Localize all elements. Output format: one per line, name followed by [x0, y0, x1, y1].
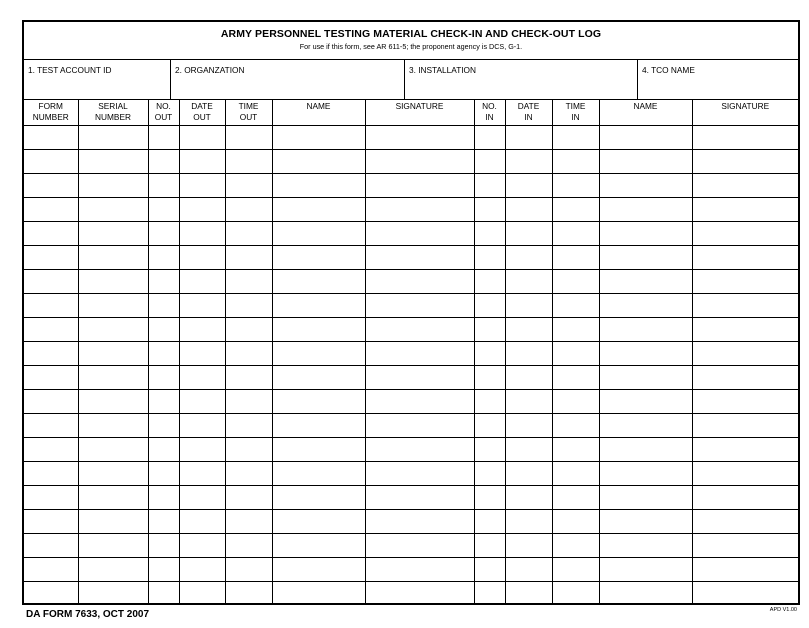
log-cell[interactable]	[365, 341, 474, 365]
column-header-row	[24, 100, 798, 125]
log-cell[interactable]	[505, 533, 552, 557]
log-cell[interactable]	[225, 365, 272, 389]
col-time-out: TIME OUT	[225, 100, 272, 125]
log-row	[24, 437, 798, 461]
log-row	[24, 365, 798, 389]
log-cell[interactable]	[692, 197, 798, 221]
log-cell[interactable]	[692, 293, 798, 317]
log-row	[24, 245, 798, 269]
log-cell[interactable]	[179, 269, 225, 293]
log-cell[interactable]	[24, 461, 78, 485]
log-row	[24, 557, 798, 581]
log-cell[interactable]	[365, 437, 474, 461]
log-cell[interactable]	[272, 413, 365, 437]
log-cell[interactable]	[225, 197, 272, 221]
log-cell[interactable]	[505, 317, 552, 341]
organization-field[interactable]	[171, 60, 405, 99]
log-cell[interactable]	[272, 269, 365, 293]
log-cell[interactable]	[599, 125, 692, 149]
log-row	[24, 461, 798, 485]
log-cell[interactable]	[272, 437, 365, 461]
log-cell[interactable]	[552, 461, 599, 485]
log-row	[24, 221, 798, 245]
log-cell[interactable]	[365, 221, 474, 245]
log-cell[interactable]	[272, 389, 365, 413]
log-cell[interactable]	[599, 149, 692, 173]
log-cell[interactable]	[365, 245, 474, 269]
log-cell[interactable]	[552, 437, 599, 461]
log-cell[interactable]	[474, 293, 505, 317]
log-cell[interactable]	[599, 293, 692, 317]
log-cell[interactable]	[24, 221, 78, 245]
log-cell[interactable]	[225, 413, 272, 437]
log-cell[interactable]	[24, 245, 78, 269]
col-serial-number: SERIAL NUMBER	[78, 100, 148, 125]
log-cell[interactable]	[599, 197, 692, 221]
log-cell[interactable]	[148, 317, 179, 341]
log-cell[interactable]	[599, 341, 692, 365]
log-cell[interactable]	[474, 509, 505, 533]
log-cell[interactable]	[365, 125, 474, 149]
log-cell[interactable]	[24, 557, 78, 581]
log-cell[interactable]	[365, 197, 474, 221]
log-cell[interactable]	[692, 413, 798, 437]
log-cell[interactable]	[474, 533, 505, 557]
log-cell[interactable]	[225, 509, 272, 533]
log-cell[interactable]	[505, 557, 552, 581]
log-row	[24, 317, 798, 341]
log-cell[interactable]	[24, 341, 78, 365]
log-cell[interactable]	[505, 269, 552, 293]
log-cell[interactable]	[225, 317, 272, 341]
log-cell[interactable]	[365, 365, 474, 389]
log-cell[interactable]	[552, 269, 599, 293]
log-cell[interactable]	[148, 557, 179, 581]
log-cell[interactable]	[78, 389, 148, 413]
log-cell[interactable]	[599, 365, 692, 389]
log-row	[24, 149, 798, 173]
log-cell[interactable]	[225, 221, 272, 245]
log-cell[interactable]	[78, 509, 148, 533]
log-cell[interactable]	[148, 125, 179, 149]
log-cell[interactable]	[272, 221, 365, 245]
organization-label: 2. ORGANZATION	[175, 65, 245, 75]
log-cell[interactable]	[272, 341, 365, 365]
log-cell[interactable]	[78, 341, 148, 365]
log-cell[interactable]	[225, 389, 272, 413]
log-cell[interactable]	[505, 245, 552, 269]
col-name-out: NAME	[272, 100, 365, 125]
log-cell[interactable]	[505, 365, 552, 389]
log-cell[interactable]	[365, 461, 474, 485]
log-cell[interactable]	[599, 413, 692, 437]
log-cell[interactable]	[148, 389, 179, 413]
log-cell[interactable]	[552, 581, 599, 605]
log-cell[interactable]	[24, 413, 78, 437]
log-row	[24, 197, 798, 221]
log-cell[interactable]	[599, 557, 692, 581]
log-cell[interactable]	[78, 581, 148, 605]
log-cell[interactable]	[148, 485, 179, 509]
log-cell[interactable]	[365, 389, 474, 413]
log-cell[interactable]	[78, 125, 148, 149]
test-account-id-field[interactable]	[24, 60, 171, 99]
col-signature-out: SIGNATURE	[365, 100, 474, 125]
log-row	[24, 269, 798, 293]
log-cell[interactable]	[24, 269, 78, 293]
log-cell[interactable]	[78, 533, 148, 557]
log-cell[interactable]	[272, 509, 365, 533]
log-row	[24, 173, 798, 197]
installation-field[interactable]	[405, 60, 638, 99]
log-cell[interactable]	[78, 557, 148, 581]
log-cell[interactable]	[78, 293, 148, 317]
log-cell[interactable]	[225, 341, 272, 365]
log-cell[interactable]	[272, 173, 365, 197]
log-cell[interactable]	[599, 173, 692, 197]
log-cell[interactable]	[599, 317, 692, 341]
log-cell[interactable]	[365, 293, 474, 317]
log-cell[interactable]	[78, 317, 148, 341]
log-cell[interactable]	[272, 197, 365, 221]
log-cell[interactable]	[78, 269, 148, 293]
log-cell[interactable]	[272, 293, 365, 317]
form-subtitle: For use if this form, see AR 611-5; the proponent agency is DCS, G-1.	[299, 42, 523, 51]
log-cell[interactable]	[78, 245, 148, 269]
log-cell[interactable]	[24, 149, 78, 173]
log-cell[interactable]	[225, 173, 272, 197]
tco-name-label: 4. TCO NAME	[642, 65, 695, 75]
log-cell[interactable]	[474, 485, 505, 509]
log-cell[interactable]	[179, 173, 225, 197]
log-cell[interactable]	[552, 413, 599, 437]
log-cell[interactable]	[225, 245, 272, 269]
log-cell[interactable]	[692, 269, 798, 293]
log-cell[interactable]	[272, 557, 365, 581]
log-cell[interactable]	[552, 557, 599, 581]
log-cell[interactable]	[179, 557, 225, 581]
log-cell[interactable]	[148, 245, 179, 269]
log-cell[interactable]	[225, 533, 272, 557]
log-cell[interactable]	[505, 173, 552, 197]
log-cell[interactable]	[24, 389, 78, 413]
log-cell[interactable]	[179, 221, 225, 245]
log-cell[interactable]	[24, 581, 78, 605]
log-cell[interactable]	[179, 509, 225, 533]
log-cell[interactable]	[474, 581, 505, 605]
log-cell[interactable]	[505, 413, 552, 437]
log-cell[interactable]	[692, 533, 798, 557]
log-cell[interactable]	[692, 365, 798, 389]
log-cell[interactable]	[599, 269, 692, 293]
log-cell[interactable]	[505, 125, 552, 149]
log-cell[interactable]	[474, 149, 505, 173]
log-cell[interactable]	[365, 413, 474, 437]
log-cell[interactable]	[78, 485, 148, 509]
log-cell[interactable]	[179, 533, 225, 557]
log-cell[interactable]	[179, 317, 225, 341]
log-cell[interactable]	[179, 197, 225, 221]
log-cell[interactable]	[24, 293, 78, 317]
col-date-in: DATE IN	[505, 100, 552, 125]
log-cell[interactable]	[179, 437, 225, 461]
form-title: ARMY PERSONNEL TESTING MATERIAL CHECK-IN AND CHECK-OUT LOG	[220, 28, 602, 40]
log-cell[interactable]	[552, 197, 599, 221]
log-cell[interactable]	[474, 221, 505, 245]
log-cell[interactable]	[552, 485, 599, 509]
log-cell[interactable]	[225, 269, 272, 293]
log-cell[interactable]	[24, 317, 78, 341]
log-cell[interactable]	[552, 389, 599, 413]
log-cell[interactable]	[148, 341, 179, 365]
log-row	[24, 533, 798, 557]
log-cell[interactable]	[505, 485, 552, 509]
log-cell[interactable]	[24, 533, 78, 557]
log-cell[interactable]	[692, 509, 798, 533]
log-cell[interactable]	[474, 341, 505, 365]
log-cell[interactable]	[78, 437, 148, 461]
log-cell[interactable]	[148, 173, 179, 197]
log-cell[interactable]	[474, 197, 505, 221]
log-cell[interactable]	[505, 197, 552, 221]
log-cell[interactable]	[272, 317, 365, 341]
log-cell[interactable]	[505, 341, 552, 365]
log-cell[interactable]	[692, 317, 798, 341]
log-cell[interactable]	[179, 293, 225, 317]
log-cell[interactable]	[365, 269, 474, 293]
log-cell[interactable]	[599, 509, 692, 533]
log-cell[interactable]	[552, 509, 599, 533]
log-cell[interactable]	[505, 437, 552, 461]
log-cell[interactable]	[24, 197, 78, 221]
test-account-id-label: 1. TEST ACCOUNT ID	[28, 65, 112, 75]
log-cell[interactable]	[474, 365, 505, 389]
log-cell[interactable]	[505, 149, 552, 173]
log-cell[interactable]	[225, 581, 272, 605]
log-cell[interactable]	[692, 557, 798, 581]
log-cell[interactable]	[505, 509, 552, 533]
log-cell[interactable]	[474, 389, 505, 413]
log-cell[interactable]	[365, 173, 474, 197]
log-cell[interactable]	[24, 365, 78, 389]
log-cell[interactable]	[505, 221, 552, 245]
log-row	[24, 485, 798, 509]
log-cell[interactable]	[474, 269, 505, 293]
col-no-in: NO. IN	[474, 100, 505, 125]
log-cell[interactable]	[474, 173, 505, 197]
log-cell[interactable]	[78, 461, 148, 485]
log-cell[interactable]	[365, 509, 474, 533]
log-cell[interactable]	[552, 125, 599, 149]
log-cell[interactable]	[365, 317, 474, 341]
log-cell[interactable]	[225, 485, 272, 509]
log-cell[interactable]	[692, 461, 798, 485]
log-cell[interactable]	[148, 197, 179, 221]
log-cell[interactable]	[148, 533, 179, 557]
log-cell[interactable]	[599, 581, 692, 605]
log-cell[interactable]	[225, 461, 272, 485]
log-cell[interactable]	[272, 149, 365, 173]
log-cell[interactable]	[24, 437, 78, 461]
log-cell[interactable]	[692, 437, 798, 461]
log-cell[interactable]	[692, 581, 798, 605]
col-time-in: TIME IN	[552, 100, 599, 125]
log-cell[interactable]	[148, 413, 179, 437]
log-cell[interactable]	[78, 221, 148, 245]
log-cell[interactable]	[365, 581, 474, 605]
log-row	[24, 341, 798, 365]
log-cell[interactable]	[692, 125, 798, 149]
log-cell[interactable]	[552, 341, 599, 365]
log-cell[interactable]	[505, 293, 552, 317]
log-cell[interactable]	[179, 365, 225, 389]
log-cell[interactable]	[272, 533, 365, 557]
title-block	[24, 22, 798, 60]
log-cell[interactable]	[179, 125, 225, 149]
log-cell[interactable]	[474, 413, 505, 437]
log-cell[interactable]	[599, 389, 692, 413]
log-cell[interactable]	[272, 245, 365, 269]
log-cell[interactable]	[24, 509, 78, 533]
log-cell[interactable]	[474, 437, 505, 461]
log-cell[interactable]	[272, 125, 365, 149]
log-table	[24, 100, 798, 605]
log-cell[interactable]	[179, 485, 225, 509]
log-cell[interactable]	[692, 149, 798, 173]
log-cell[interactable]	[179, 581, 225, 605]
log-row	[24, 125, 798, 149]
log-cell[interactable]	[148, 581, 179, 605]
log-cell[interactable]	[148, 149, 179, 173]
log-cell[interactable]	[78, 149, 148, 173]
log-cell[interactable]	[179, 389, 225, 413]
log-cell[interactable]	[552, 245, 599, 269]
log-cell[interactable]	[692, 389, 798, 413]
log-cell[interactable]	[474, 461, 505, 485]
log-cell[interactable]	[552, 221, 599, 245]
log-cell[interactable]	[272, 365, 365, 389]
log-cell[interactable]	[599, 485, 692, 509]
log-cell[interactable]	[24, 173, 78, 197]
form-number-footer: DA FORM 7633, OCT 2007	[26, 609, 150, 620]
log-cell[interactable]	[148, 221, 179, 245]
log-cell[interactable]	[474, 317, 505, 341]
header-fields	[24, 60, 798, 100]
log-cell[interactable]	[365, 149, 474, 173]
log-row	[24, 389, 798, 413]
log-cell[interactable]	[24, 125, 78, 149]
log-cell[interactable]	[599, 533, 692, 557]
log-cell[interactable]	[148, 365, 179, 389]
log-row	[24, 413, 798, 437]
col-name-in: NAME	[599, 100, 692, 125]
log-cell[interactable]	[179, 245, 225, 269]
log-cell[interactable]	[225, 557, 272, 581]
col-no-out: NO. OUT	[148, 100, 179, 125]
log-cell[interactable]	[505, 389, 552, 413]
log-cell[interactable]	[179, 413, 225, 437]
log-cell[interactable]	[78, 197, 148, 221]
log-cell[interactable]	[78, 413, 148, 437]
log-cell[interactable]	[599, 221, 692, 245]
log-cell[interactable]	[225, 125, 272, 149]
log-row	[24, 581, 798, 605]
log-cell[interactable]	[148, 269, 179, 293]
log-cell[interactable]	[365, 485, 474, 509]
log-cell[interactable]	[148, 461, 179, 485]
log-cell[interactable]	[78, 365, 148, 389]
log-cell[interactable]	[78, 173, 148, 197]
log-cell[interactable]	[179, 341, 225, 365]
log-row	[24, 293, 798, 317]
col-signature-in: SIGNATURE	[692, 100, 798, 125]
log-cell[interactable]	[474, 245, 505, 269]
log-cell[interactable]	[179, 461, 225, 485]
log-row	[24, 509, 798, 533]
log-cell[interactable]	[505, 581, 552, 605]
log-cell[interactable]	[552, 533, 599, 557]
log-cell[interactable]	[599, 245, 692, 269]
log-cell[interactable]	[692, 341, 798, 365]
log-body	[24, 125, 798, 605]
log-cell[interactable]	[272, 581, 365, 605]
log-cell[interactable]	[365, 533, 474, 557]
log-cell[interactable]	[552, 317, 599, 341]
log-cell[interactable]	[272, 461, 365, 485]
tco-name-field[interactable]	[638, 60, 798, 99]
log-cell[interactable]	[692, 485, 798, 509]
form-frame	[22, 20, 800, 605]
log-cell[interactable]	[225, 437, 272, 461]
log-cell[interactable]	[225, 149, 272, 173]
log-cell[interactable]	[505, 461, 552, 485]
col-date-out: DATE OUT	[179, 100, 225, 125]
log-cell[interactable]	[692, 221, 798, 245]
log-cell[interactable]	[552, 149, 599, 173]
log-cell[interactable]	[24, 485, 78, 509]
log-cell[interactable]	[179, 149, 225, 173]
log-cell[interactable]	[692, 173, 798, 197]
log-cell[interactable]	[599, 461, 692, 485]
log-cell[interactable]	[692, 245, 798, 269]
log-cell[interactable]	[148, 437, 179, 461]
log-cell[interactable]	[552, 173, 599, 197]
log-cell[interactable]	[225, 293, 272, 317]
log-cell[interactable]	[474, 125, 505, 149]
log-cell[interactable]	[552, 365, 599, 389]
version-footer: APD V1.00	[769, 607, 797, 613]
log-cell[interactable]	[148, 509, 179, 533]
installation-label: 3. INSTALLATION	[409, 65, 477, 75]
log-cell[interactable]	[148, 293, 179, 317]
log-cell[interactable]	[599, 437, 692, 461]
log-cell[interactable]	[272, 485, 365, 509]
log-cell[interactable]	[474, 557, 505, 581]
log-cell[interactable]	[552, 293, 599, 317]
col-form-number: FORM NUMBER	[24, 100, 78, 125]
log-cell[interactable]	[365, 557, 474, 581]
